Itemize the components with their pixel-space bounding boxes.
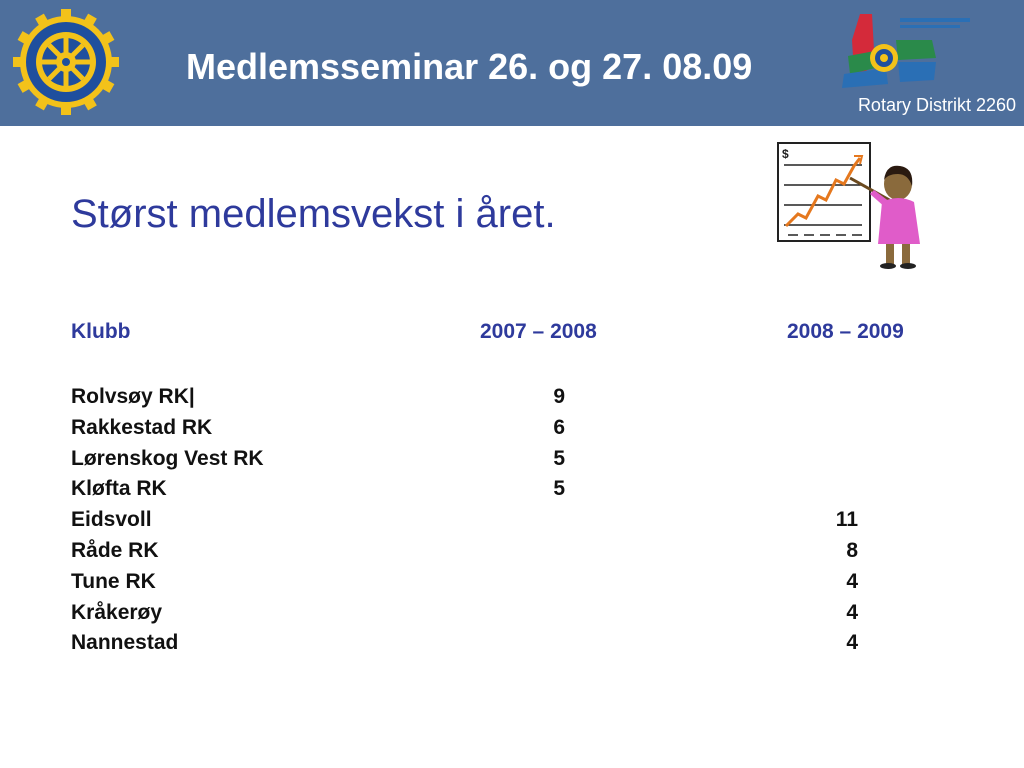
table-header-year1: 2007 – 2008 [480, 320, 597, 343]
value-2007-2008: 6 [553, 415, 565, 439]
table-row [71, 508, 931, 539]
value-2008-2009: 11 [835, 508, 858, 532]
club-name: Rolvsøy RK| [71, 385, 195, 408]
table-row [71, 539, 931, 570]
district-hands-logo-icon [840, 10, 980, 102]
slide-subtitle: Størst medlemsvekst i året. [71, 192, 556, 236]
club-name: Kråkerøy [71, 600, 163, 624]
table-row [71, 570, 931, 601]
value-2007-2008: 5 [553, 446, 565, 470]
club-name: Råde RK [71, 538, 159, 562]
growth-table [71, 385, 931, 662]
value-2008-2009: 8 [846, 538, 858, 562]
table-row [71, 477, 931, 508]
club-name: Tune RK [71, 569, 156, 593]
presenter-chart-icon [774, 140, 930, 272]
table-header-year2: 2008 – 2009 [787, 320, 904, 343]
club-name: Eidsvoll [71, 508, 152, 532]
club-name: Lørenskog Vest RK [71, 446, 264, 470]
value-2008-2009: 4 [846, 569, 858, 593]
club-name: Nannestad [71, 631, 179, 655]
rotary-wheel-icon [12, 8, 120, 116]
table-row [71, 385, 931, 416]
value-2008-2009: 4 [846, 631, 858, 655]
table-header-club: Klubb [71, 320, 131, 343]
club-name: Rakkestad RK [71, 415, 213, 439]
table-row [71, 631, 931, 662]
svg-text:$: $ [782, 147, 789, 161]
value-2007-2008: 5 [553, 477, 565, 501]
table-row [71, 601, 931, 632]
value-2008-2009: 4 [846, 600, 858, 624]
header-district: Rotary Distrikt 2260 [857, 95, 1016, 115]
table-row [71, 416, 931, 447]
table-row [71, 447, 931, 478]
header-title: Medlemsseminar 26. og 27. 08.09 [186, 46, 753, 87]
header-bar [0, 0, 1024, 126]
value-2007-2008: 9 [553, 385, 565, 408]
club-name: Kløfta RK [71, 477, 167, 501]
